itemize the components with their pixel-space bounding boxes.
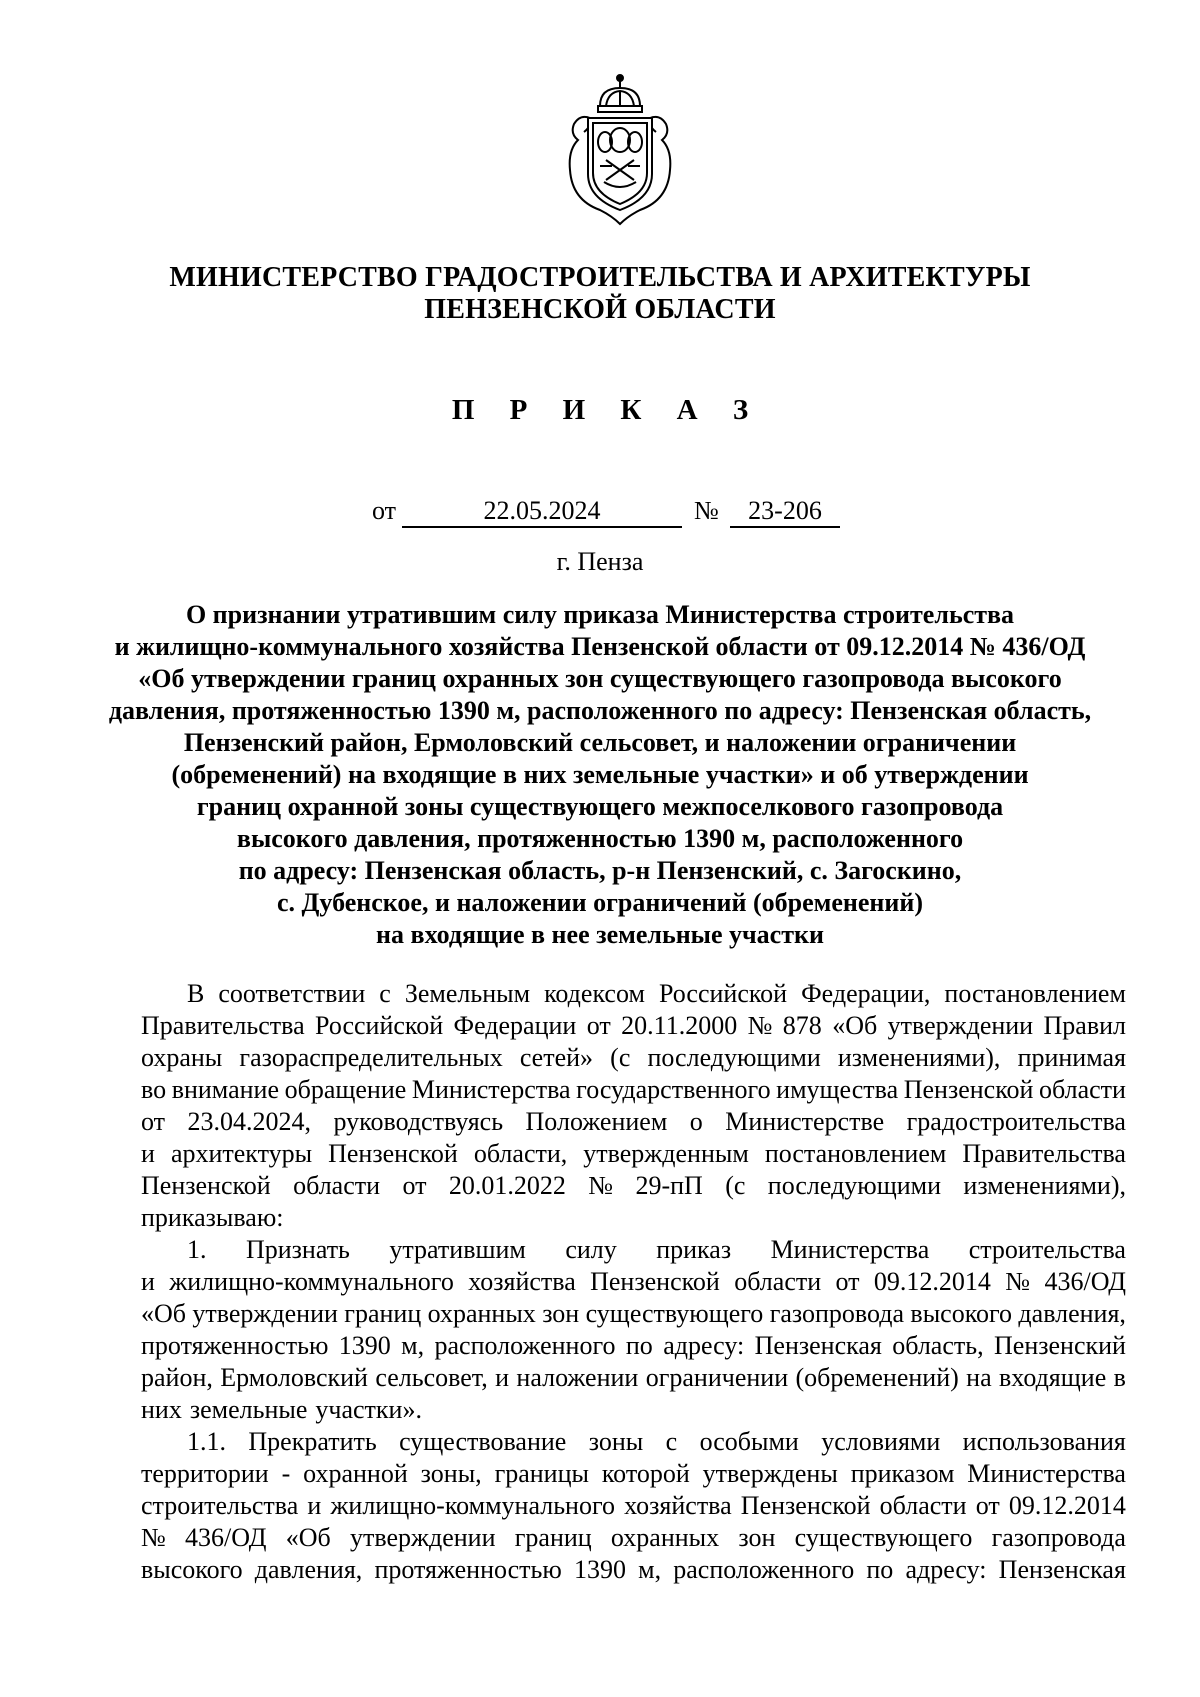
order-number: 23-206 <box>730 496 840 528</box>
word: Пензенской <box>328 1139 458 1168</box>
coat-of-arms-icon <box>560 70 680 230</box>
word: руководствуясь <box>333 1107 504 1136</box>
word: адресу: <box>905 1555 987 1584</box>
word: них <box>141 1395 182 1424</box>
word: ограничении <box>645 1363 789 1392</box>
word: (с <box>725 1171 746 1200</box>
word: 436/ОД <box>185 1523 267 1552</box>
word: № <box>141 1523 166 1552</box>
word: Министерства <box>967 1459 1126 1488</box>
word: утратившим <box>389 1235 526 1264</box>
word: газопровода <box>991 1523 1126 1552</box>
word: 878 <box>782 1011 822 1040</box>
word: области <box>1039 1075 1126 1104</box>
word: 09.12.2014 <box>1008 1491 1126 1520</box>
word: и <box>307 1491 322 1520</box>
word: государственного <box>576 1075 771 1104</box>
word: протяженностью <box>374 1555 562 1584</box>
word: Положением <box>525 1107 668 1136</box>
word: которой <box>601 1459 690 1488</box>
word: силу <box>565 1235 617 1264</box>
word: Правил <box>1043 1011 1126 1040</box>
word: «Об <box>832 1011 878 1040</box>
word: № <box>588 1171 614 1200</box>
word: области, <box>473 1139 568 1168</box>
word: зоны, <box>420 1459 482 1488</box>
word: хозяйства <box>624 1491 732 1520</box>
paragraph-line <box>141 1394 1126 1426</box>
word: зоны <box>588 1427 644 1456</box>
word: адресу: <box>663 1331 745 1360</box>
word: последующими <box>647 1043 821 1072</box>
word: № <box>747 1011 773 1040</box>
word: Российской <box>315 1011 444 1040</box>
word: «Об <box>285 1523 331 1552</box>
subject-line: и жилищно-коммунального хозяйства Пензенской области от 09.12.2014 № 436/ОД <box>114 632 1086 661</box>
word: границы <box>494 1459 589 1488</box>
word: «Об <box>141 1299 187 1328</box>
word: сельсовет, <box>375 1363 488 1392</box>
word: хозяйства <box>468 1267 576 1296</box>
word: участки». <box>315 1395 422 1424</box>
word: Прекратить <box>248 1427 377 1456</box>
word: принимая <box>1017 1043 1126 1072</box>
word: утверждении <box>349 1523 496 1552</box>
word: области <box>734 1267 822 1296</box>
subject-line: (обременений) на входящие в них земельные участки» и об утверждении <box>171 760 1029 789</box>
word: охраны <box>141 1043 223 1072</box>
word: приказ <box>656 1235 732 1264</box>
word: 20.11.2000 <box>621 1011 738 1040</box>
paragraph-line <box>141 1010 1126 1042</box>
word: охранной <box>303 1459 408 1488</box>
word: по <box>625 1331 653 1360</box>
word: приказываю: <box>141 1203 284 1232</box>
word: 1390 <box>573 1555 626 1584</box>
subject-line: Пензенский район, Ермоловский сельсовет, и наложении ограничении <box>183 728 1017 757</box>
word: и <box>141 1139 155 1168</box>
word: высокого <box>141 1555 243 1584</box>
word: от <box>586 1011 611 1040</box>
word: Правительства <box>141 1011 305 1040</box>
word: от <box>975 1491 1000 1520</box>
word: в <box>1113 1363 1126 1392</box>
subject-line: «Об утверждении границ охранных зон существующего газопровода высокого <box>138 664 1062 693</box>
word: утверждении <box>887 1011 1034 1040</box>
ministry-name-line-1: МИНИСТЕРСТВО ГРАДОСТРОИТЕЛЬСТВА И АРХИТЕКТУРЫ <box>169 262 1031 293</box>
word: области <box>293 1171 381 1200</box>
word: Ермоловский <box>220 1363 368 1392</box>
word: наложении <box>516 1363 639 1392</box>
word: утверждены <box>702 1459 838 1488</box>
word: сетей» <box>519 1043 594 1072</box>
word: область, <box>892 1331 984 1360</box>
word: Правительства <box>962 1139 1126 1168</box>
paragraph-line <box>141 1074 1126 1106</box>
word: газопровода <box>769 1299 905 1328</box>
word: газораспределительных <box>239 1043 503 1072</box>
paragraph-line <box>141 1554 1126 1586</box>
word: 1. <box>187 1235 207 1264</box>
word: границ <box>344 1299 422 1328</box>
paragraph-line <box>141 1298 1126 1330</box>
word: о <box>689 1107 703 1136</box>
word: постановлением <box>944 979 1126 1008</box>
word: на <box>966 1363 992 1392</box>
word: по <box>866 1555 894 1584</box>
subject-line: на входящие в нее земельные участки <box>376 920 824 949</box>
word: 20.01.2022 <box>448 1171 566 1200</box>
subject-line: давления, протяженностью 1390 м, расположенного по адресу: Пензенская область, <box>108 696 1092 725</box>
word: Федерации <box>453 1011 577 1040</box>
word: и <box>495 1363 510 1392</box>
word: Земельным <box>404 979 531 1008</box>
word: Министерства <box>770 1235 930 1264</box>
word: охранных <box>610 1523 720 1552</box>
paragraph-line <box>141 1106 1126 1138</box>
word: обращение <box>284 1075 407 1104</box>
word: зон <box>738 1523 776 1552</box>
word: - <box>281 1459 291 1488</box>
word: м, <box>401 1331 425 1360</box>
word: Пензенской <box>590 1267 720 1296</box>
word: Федерации, <box>801 979 931 1008</box>
order-body <box>141 978 1126 1586</box>
date-prefix: от <box>372 496 397 525</box>
paragraph-line <box>141 1458 1126 1490</box>
paragraph-line <box>141 1522 1126 1554</box>
word: приказом <box>850 1459 955 1488</box>
word: м, <box>638 1555 662 1584</box>
paragraph-line <box>141 1042 1126 1074</box>
word: (с <box>610 1043 631 1072</box>
word: район, <box>141 1363 213 1392</box>
word: Пензенский <box>994 1331 1126 1360</box>
word: существующего <box>585 1299 764 1328</box>
word: 23.04.2024, <box>187 1107 312 1136</box>
word: соответствии <box>218 979 366 1008</box>
word: использования <box>962 1427 1126 1456</box>
order-title: П Р И К А З <box>451 394 763 426</box>
word: Министерстве <box>725 1107 885 1136</box>
word: входящие <box>999 1363 1107 1392</box>
word: давления, <box>1018 1299 1126 1328</box>
word: № <box>1005 1267 1031 1296</box>
word: существующего <box>794 1523 973 1552</box>
word: охранных <box>427 1299 536 1328</box>
subject-line: границ охранной зоны существующего межпоселкового газопровода <box>196 792 1004 821</box>
word: области <box>879 1491 967 1520</box>
word: утвержденным <box>583 1139 749 1168</box>
word: кодексом <box>544 979 645 1008</box>
word: существование <box>399 1427 567 1456</box>
subject-line: высокого давления, протяженностью 1390 м, расположенного <box>236 824 964 853</box>
word: от <box>835 1267 860 1296</box>
word: Пензенской <box>141 1171 271 1200</box>
word: с <box>379 979 391 1008</box>
word: последующими <box>767 1171 942 1200</box>
subject-line: с. Дубенское, и наложении ограничений (обременений) <box>276 888 923 917</box>
word: давления, <box>254 1555 363 1584</box>
paragraph-line <box>141 1138 1126 1170</box>
word: градостроительства <box>906 1107 1126 1136</box>
word: Пензенской <box>903 1075 1034 1104</box>
subject-line: по адресу: Пензенская область, р-н Пензенский, с. Загоскино, <box>238 856 962 885</box>
word: от <box>402 1171 427 1200</box>
word: строительства <box>141 1491 299 1520</box>
word: внимание <box>171 1075 279 1104</box>
word: 1390 <box>338 1331 391 1360</box>
word: жилищно-коммунального <box>330 1491 615 1520</box>
paragraph-line <box>141 1266 1126 1298</box>
word: утверждении <box>192 1299 338 1328</box>
paragraph-line <box>141 978 1126 1010</box>
word: В <box>187 979 205 1008</box>
word: Пензенской <box>740 1491 871 1520</box>
word: от <box>141 1107 166 1136</box>
paragraph-line <box>141 1234 1126 1266</box>
word: Пензенская <box>754 1331 882 1360</box>
word: особыми <box>699 1427 799 1456</box>
word: 29-пП <box>635 1171 703 1200</box>
word: расположенного <box>434 1331 616 1360</box>
word: постановлением <box>764 1139 947 1168</box>
word: расположенного <box>673 1555 855 1584</box>
word: и <box>141 1267 155 1296</box>
word: Российской <box>658 979 788 1008</box>
subject-line: О признании утратившим силу приказа Министерства строительства <box>185 600 1015 629</box>
word: 1.1. <box>187 1427 226 1456</box>
word: (обременений) <box>795 1363 959 1392</box>
word: земельные <box>189 1395 308 1424</box>
paragraph-line <box>141 1170 1126 1202</box>
word: территории <box>141 1459 269 1488</box>
word: во <box>141 1075 167 1104</box>
word: зон <box>542 1299 580 1328</box>
order-subject <box>100 599 1100 951</box>
word: имущества <box>776 1075 899 1104</box>
paragraph-line <box>141 1202 1126 1234</box>
word: границ <box>514 1523 592 1552</box>
word: Министерства <box>411 1075 571 1104</box>
word: с <box>665 1427 678 1456</box>
word: 09.12.2014 <box>873 1267 991 1296</box>
order-date: 22.05.2024 <box>402 496 682 528</box>
paragraph-line <box>141 1330 1126 1362</box>
paragraph-line <box>141 1426 1126 1458</box>
word: Признать <box>245 1235 350 1264</box>
word: протяженностью <box>141 1331 329 1360</box>
word: Пензенская <box>998 1555 1126 1584</box>
word: изменениями), <box>963 1171 1126 1200</box>
ministry-name-line-2: ПЕНЗЕНСКОЙ ОБЛАСТИ <box>424 294 776 325</box>
word: высокого <box>910 1299 1013 1328</box>
paragraph-line <box>141 1490 1126 1522</box>
word: изменениями), <box>837 1043 1001 1072</box>
word: жилищно-коммунального <box>169 1267 454 1296</box>
number-prefix: № <box>694 496 719 525</box>
word: 436/ОД <box>1044 1267 1126 1296</box>
ministry-name <box>0 262 1200 326</box>
word: строительства <box>968 1235 1126 1264</box>
word: условиями <box>821 1427 941 1456</box>
paragraph-line <box>141 1362 1126 1394</box>
city: г. Пенза <box>556 547 644 576</box>
word: архитектуры <box>170 1139 313 1168</box>
